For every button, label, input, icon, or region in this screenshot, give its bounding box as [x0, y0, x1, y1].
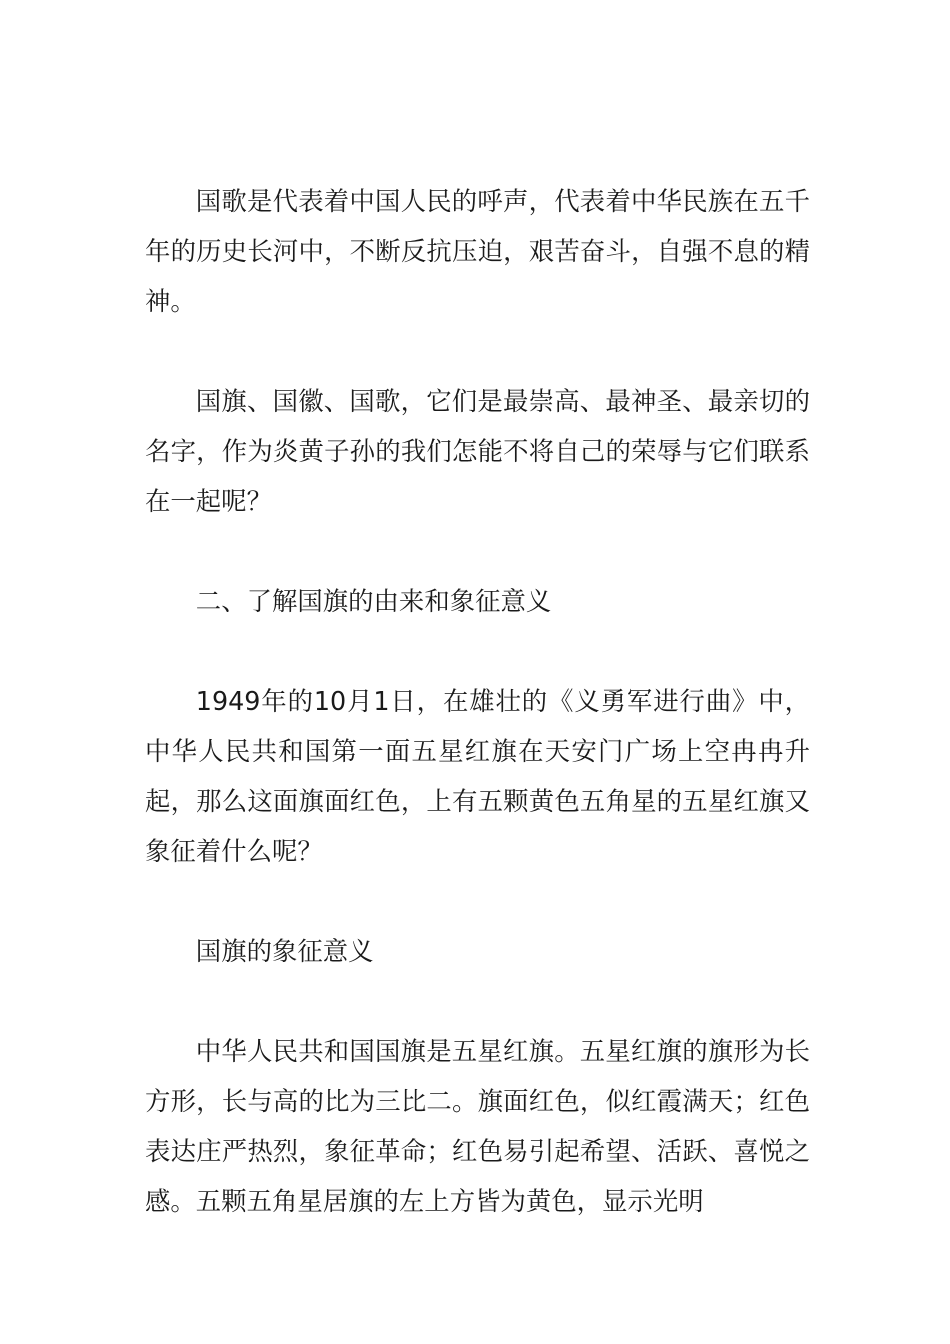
paragraph-first-flag-raising: 1949年的10月1日，在雄壮的《义勇军进行曲》中，中华人民共和国第一面五星红旗在天安门广场上空冉冉升起，那么这面旗面红色，上有五颗黄色五角星的五星红旗又象征着什么呢？: [145, 686, 810, 866]
section-heading-flag-origin: 二、了解国旗的由来和象征意义: [195, 586, 552, 616]
paragraph-flag-description: 中华人民共和国国旗是五星红旗。五星红旗的旗形为长方形，长与高的比为三比二。旗面红色，似红霞满天；红色表达庄严热烈，象征革命；红色易引起希望、活跃、喜悦之感。五颗五角星居旗的左上方皆为黄色，显示光明: [145, 1036, 810, 1216]
paragraph-national-symbols: 国旗、国徽、国歌，它们是最崇高、最神圣、最亲切的名字，作为炎黄子孙的我们怎能不将自己的荣辱与它们联系在一起呢？: [145, 386, 810, 516]
paragraph-national-anthem-meaning: 国歌是代表着中国人民的呼声，代表着中华民族在五千年的历史长河中，不断反抗压迫，艰苦奋斗，自强不息的精神。: [145, 186, 810, 316]
subheading-flag-symbolism: 国旗的象征意义: [195, 936, 374, 966]
document-body: [145, 176, 810, 1276]
